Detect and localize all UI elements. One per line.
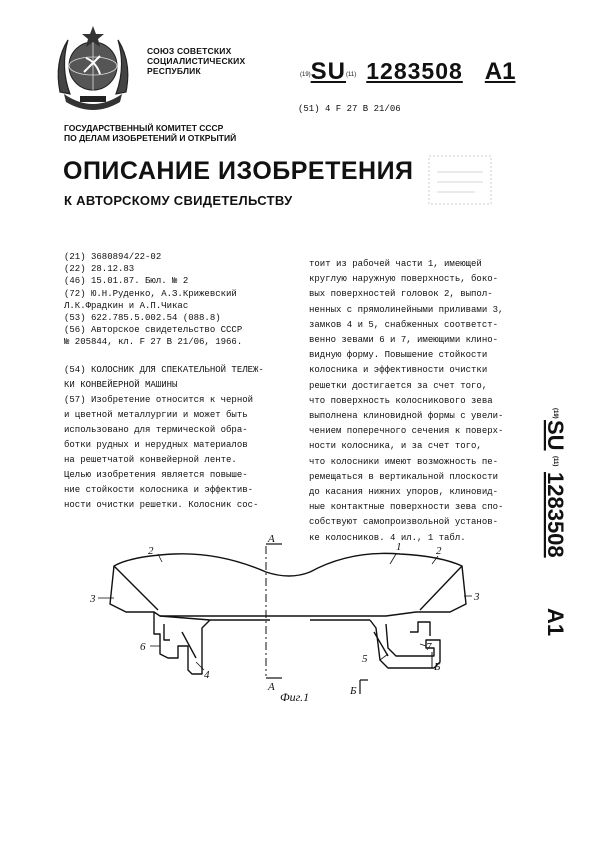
label-a-bottom: А	[268, 681, 275, 693]
label-b-right: Б	[434, 661, 441, 673]
text-line: ке колосников. 4 ил., 1 табл.	[309, 532, 466, 543]
text-line: вых поверхностей головок 2, выпол-	[309, 289, 493, 300]
text-line: что поверхность колосникового зева	[309, 395, 493, 406]
text-line: что колосники имеют возможность пе-	[309, 456, 499, 467]
bibliographic-data	[64, 251, 242, 349]
label-7: 7	[426, 641, 432, 653]
text-line: выполнена клиновидной формы с увели-	[309, 411, 504, 422]
label-6: 6	[140, 641, 146, 653]
patent-kind: A1	[484, 58, 516, 85]
text-line: венно зевами 6 и 7, имеющими клино-	[309, 335, 499, 346]
text-line: ности очистки решетки. Колосник сос-	[64, 500, 259, 510]
text-line: (54) КОЛОСНИК ДЛЯ СПЕКАТЕЛЬНОЙ ТЕЛЕЖ-	[64, 365, 264, 375]
committee-name	[64, 123, 236, 143]
classification: (51) 4 F 27 B 21/06	[298, 104, 401, 114]
document-subtitle: К АВТОРСКОМУ СВИДЕТЕЛЬСТВУ	[64, 193, 293, 208]
label-4: 4	[204, 669, 210, 681]
label-2-right: 2	[436, 545, 442, 557]
vertical-country: SU	[543, 420, 568, 451]
union-line: СОЮЗ СОВЕТСКИХ	[147, 46, 232, 56]
text-line: видную форму. Повышение стойкости	[309, 350, 488, 361]
text-line: Целью изобретения является повыше-	[64, 470, 248, 480]
biblio-line: (72) Ю.Н.Руденко, А.З.Крижевский	[64, 288, 237, 299]
library-stamp	[425, 150, 495, 210]
biblio-line: (53) 622.785.5.002.54 (088.8)	[64, 313, 221, 324]
text-line: колосника и эффективности очистки	[309, 365, 488, 376]
text-line: решетки достигается за счет того,	[309, 380, 488, 391]
committee-line: ГОСУДАРСТВЕННЫЙ КОМИТЕТ СССР	[64, 123, 224, 133]
text-line: тоит из рабочей части 1, имеющей	[309, 259, 482, 269]
text-line: круглую наружную поверхность, боко-	[309, 274, 499, 285]
vertical-code-11: (11)	[552, 456, 558, 467]
code-11: (11)	[346, 71, 357, 78]
biblio-line: (46) 15.01.87. Бюл. № 2	[64, 276, 189, 287]
biblio-line: (22) 28.12.83	[64, 264, 135, 275]
figure-caption: Фиг.1	[280, 690, 310, 704]
text-line: КИ КОНВЕЙЕРНОЙ МАШИНЫ	[64, 380, 178, 390]
text-line: чением поперечного сечения к поверх-	[309, 426, 504, 437]
vertical-kind: A1	[543, 608, 568, 637]
ussr-emblem	[50, 22, 136, 114]
country-code: SU	[310, 58, 347, 85]
patent-id-line	[300, 58, 515, 86]
text-line: ремещаться в вертикальной плоскости	[309, 471, 499, 482]
vertical-number: 1283508	[543, 472, 568, 558]
text-line: использовано для термической обра-	[64, 425, 248, 435]
committee-line: ПО ДЕЛАМ ИЗОБРЕТЕНИЙ И ОТКРЫТИЙ	[64, 133, 237, 143]
biblio-line: (21) 3680894/22-02	[64, 252, 162, 262]
label-5: 5	[362, 653, 368, 665]
label-a-top: А	[268, 533, 275, 545]
label-2-left: 2	[148, 545, 154, 557]
union-name	[147, 46, 245, 76]
label-3-left: 3	[90, 593, 96, 605]
biblio-line: Л.К.Фрадкин и А.П.Чикас	[64, 300, 189, 311]
text-line: ные контактные поверхности зева спо-	[309, 502, 504, 513]
text-line: (57) Изобретение относится к черной	[64, 395, 254, 405]
text-line: до касания нижних упоров, клиновид-	[309, 487, 499, 498]
patent-number: 1283508	[366, 58, 463, 84]
code-19: (19)	[300, 71, 311, 78]
text-line: собствуют самопроизвольной установ-	[309, 517, 499, 528]
union-line: РЕСПУБЛИК	[147, 66, 201, 76]
abstract-left-column	[64, 363, 264, 513]
text-line: ненных с прямолинейными приливами 3,	[309, 304, 504, 315]
document-title: ОПИСАНИЕ ИЗОБРЕТЕНИЯ	[63, 157, 414, 185]
text-line: и цветной металлургии и может быть	[64, 410, 248, 420]
text-line: на решетчатой конвейерной ленте.	[64, 455, 237, 465]
biblio-line: № 205844, кл. F 27 B 21/06, 1966.	[64, 337, 243, 348]
vertical-patent-number	[540, 406, 580, 646]
text-line: замков 4 и 5, снабженных соответст-	[309, 319, 499, 330]
label-3-right: 3	[474, 591, 480, 603]
label-b-bottom: Б	[350, 685, 357, 697]
grate-bar-drawing	[70, 528, 510, 708]
vertical-code-19: (19)	[552, 408, 558, 419]
text-line: ности колосника, и за счет того,	[309, 441, 482, 452]
label-1: 1	[396, 541, 402, 553]
union-line: СОЦИАЛИСТИЧЕСКИХ	[147, 56, 246, 66]
text-line: ние стойкости колосника и эффектив-	[64, 485, 254, 495]
biblio-line: (56) Авторское свидетельство СССР	[64, 325, 243, 336]
text-line: ботки рудных и нерудных материалов	[64, 440, 248, 450]
abstract-right-column	[309, 257, 503, 546]
